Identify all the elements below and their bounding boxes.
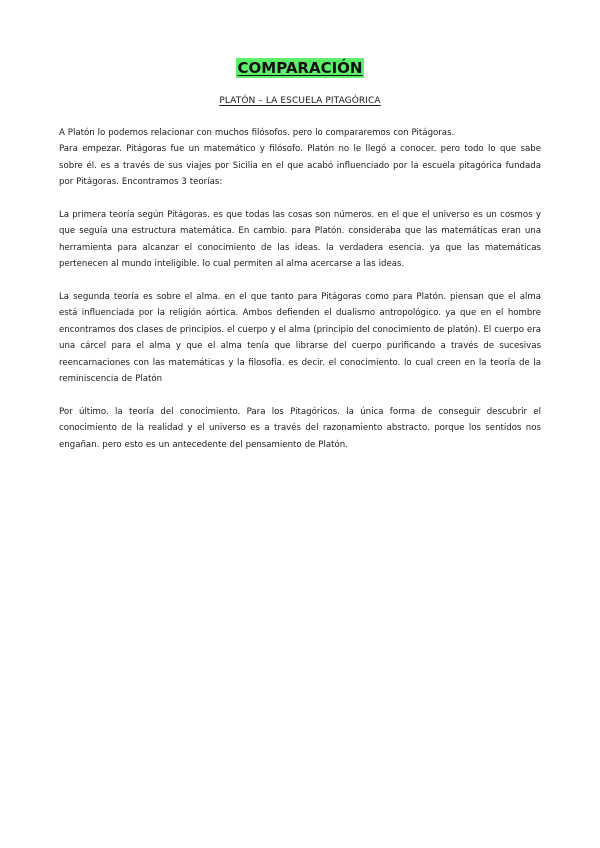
document-body [59, 125, 541, 453]
paragraph-second-theory: La segunda teoría es sobre el alma. en el que tanto para Pitágoras como para Platón. piensan que el alma está influenciada por la religión aórtica. Ambos defienden el dualismo antropológico. ya que en el hombre encontramos dos clases de principios. el cuerpo y el alma (principio del conocimiento de platón). El cuerpo era una cárcel para el alma y que el alma tenía que librarse del cuerpo purificando a través de sucesivas reencarnaciones con las matemáticas y la filosofía. es decir. el conocimiento. lo cual creen en la teoría de la reminiscencia de Platón [59, 292, 541, 385]
paragraph-gap [59, 387, 541, 403]
document-title: COMPARACIÓN [237, 59, 363, 77]
paragraph-first-theory: La primera teoría según Pitágoras. es que todas las cosas son números. en el que el universo es un cosmos y que seguía una estructura matemática. En cambio. para Platón. consideraba que las matemáticas eran una herramienta para alcanzar el conocimiento de las ideas. la verdadera esencia. ya que las matemáticas pertenecen al mundo inteligible. lo cual permiten al alma acercarse a las ideas. [59, 210, 541, 270]
subtitle-wrap [0, 88, 600, 107]
intro-line: A Platón lo podemos relacionar con muchos filósofos. pero lo compararemos con Pitágoras. [59, 128, 455, 138]
document-subtitle: PLATÓN – LA ESCUELA PITAGÓRICA [219, 96, 381, 106]
title-wrap [0, 58, 600, 78]
intro-paragraph: Para empezar. Pitágoras fue un matemático y filósofo. Platón no le llegó a conocer. pero todo lo que sabe sobre él. es a través de sus viajes por Sicilia en el que acabó influenciado por la escuela pitagórica fundada por Pitágoras. Encontramos 3 teorías: [59, 144, 541, 188]
paragraph-gap [59, 273, 541, 289]
paragraph-gap [59, 191, 541, 207]
paragraph-third-theory: Por último. la teoría del conocimiento. Para los Pitagóricos. la única forma de conseguir descubrir el conocimiento de la realidad y el universo es a través del razonamiento abstracto. porque los sentidos nos engañan. pero esto es un antecedente del pensamiento de Platón. [59, 406, 541, 450]
